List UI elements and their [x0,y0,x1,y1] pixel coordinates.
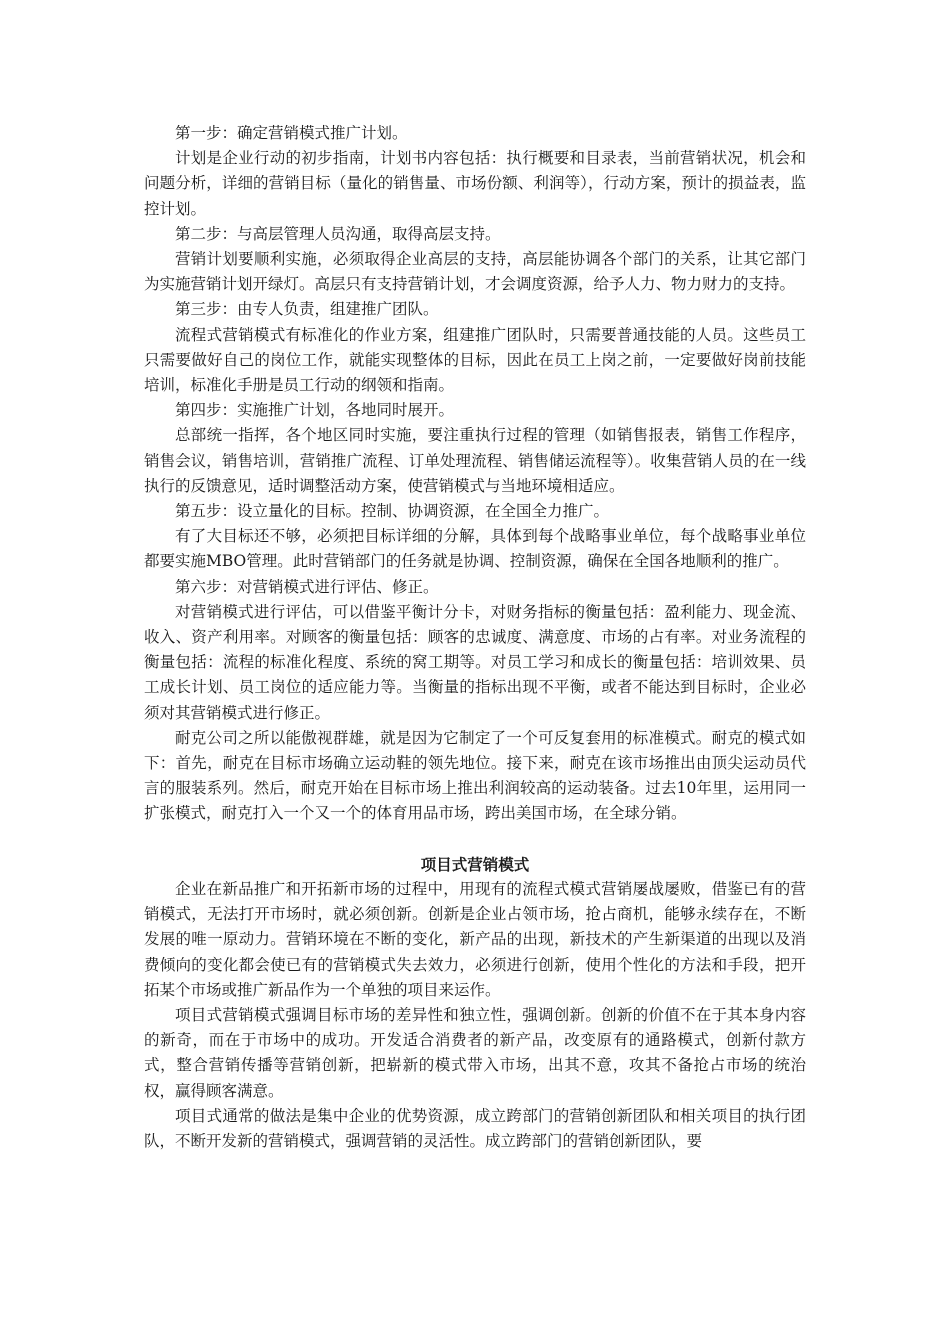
step-2-body: 营销计划要顺利实施，必须取得企业高层的支持，高层能协调各个部门的关系，让其它部门为实施营销计划开绿灯。高层只有支持营销计划，才会调度资源，给予人力、物力财力的支持。 [144,250,806,294]
step-3-body: 流程式营销模式有标准化的作业方案，组建推广团队时，只需要普通技能的人员。这些员工只需要做好自己的岗位工作，就能实现整体的目标，因此在员工上岗之前，一定要做好岗前技能培训，标准化手册是员工行动的纲领和指南。 [144,325,806,395]
step-5-heading: 第五步：设立量化的目标。控制、协调资源，在全国全力推广。 [175,502,610,521]
step-3-heading: 第三步：由专人负责，组建推广团队。 [175,300,439,319]
step-4-heading: 第四步：实施推广计划，各地同时展开。 [175,401,455,420]
step-1-body: 计划是企业行动的初步指南，计划书内容包括：执行概要和目录表，当前营销状况，机会和问题分析，详细的营销目标（量化的销售量、市场份额、利润等），行动方案，预计的损益表，监控计划。 [144,149,806,218]
project-paragraph-3: 项目式通常的做法是集中企业的优势资源，成立跨部门的营销创新团队和相关项目的执行团队，不断开发新的营销模式，强调营销的灵活性。成立跨部门的营销创新团队，要 [144,1106,806,1150]
step-4-body: 总部统一指挥，各个地区同时实施，要注重执行过程的管理（如销售报表，销售工作程序，销售会议，销售培训，营销推广流程、订单处理流程、销售储运流程等）。收集营销人员的在一线执行的反馈意见，适时调整活动方案，使营销模式与当地环境相适应。 [144,426,806,495]
section-title: 项目式营销模式 [420,854,530,874]
step-1-heading: 第一步：确定营销模式推广计划。 [175,124,408,142]
nike-example-paragraph: 耐克公司之所以能傲视群雄，就是因为它制定了一个可反复套用的标准模式。耐克的模式如下：首先，耐克在目标市场确立运动鞋的领先地位。接下来，耐克在该市场推出由顶尖运动员代言的服装系列。然后，耐克开始在目标市场上推出利润较高的运动装备。过去10年里，运用同一扩张模式，耐克打入一个又一个的体育用品市场，跨出美国市场，在全球分销。 [144,728,806,823]
step-5-body: 有了大目标还不够，必须把目标详细的分解，具体到每个战略事业单位，每个战略事业单位都要实施MBO管理。此时营销部门的任务就是协调、控制资源，确保在全国各地顺利的推广。 [144,527,806,571]
step-6-heading: 第六步：对营销模式进行评估、修正。 [175,577,439,596]
step-6-body: 对营销模式进行评估，可以借鉴平衡计分卡，对财务指标的衡量包括：盈利能力、现金流、收入、资产利用率。对顾客的衡量包括：顾客的忠诚度、满意度、市场的占有率。对业务流程的衡量包括：流程的标准化程度、系统的窝工期等。对员工学习和成长的衡量包括：培训效果、员工成长计划、员工岗位的适应能力等。当衡量的指标出现不平衡，或者不能达到目标时，企业必须对其营销模式进行修正。 [144,602,806,722]
section-spacer [144,827,806,852]
step-2-heading: 第二步：与高层管理人员沟通，取得高层支持。 [175,224,501,243]
document-body [144,121,806,1154]
project-paragraph-2: 项目式营销模式强调目标市场的差异性和独立性，强调创新。创新的价值不在于其本身内容的新奇，而在于市场中的成功。开发适合消费者的新产品，改变原有的通路模式，创新付款方式，整合营销传播等营销创新，把崭新的模式带入市场，出其不意，攻其不备抢占市场的统治权，赢得顾客满意。 [144,1005,806,1100]
project-paragraph-1: 企业在新品推广和开拓新市场的过程中，用现有的流程式模式营销屡战屡败，借鉴已有的营销模式，无法打开市场时，就必须创新。创新是企业占领市场，抢占商机，能够永续存在，不断发展的唯一原动力。营销环境在不断的变化，新产品的出现，新技术的产生新渠道的出现以及消费倾向的变化都会使已有的营销模式失去效力，必须进行创新，使用个性化的方法和手段，把开拓某个市场或推广新品作为一个单独的项目来运作。 [144,879,806,999]
